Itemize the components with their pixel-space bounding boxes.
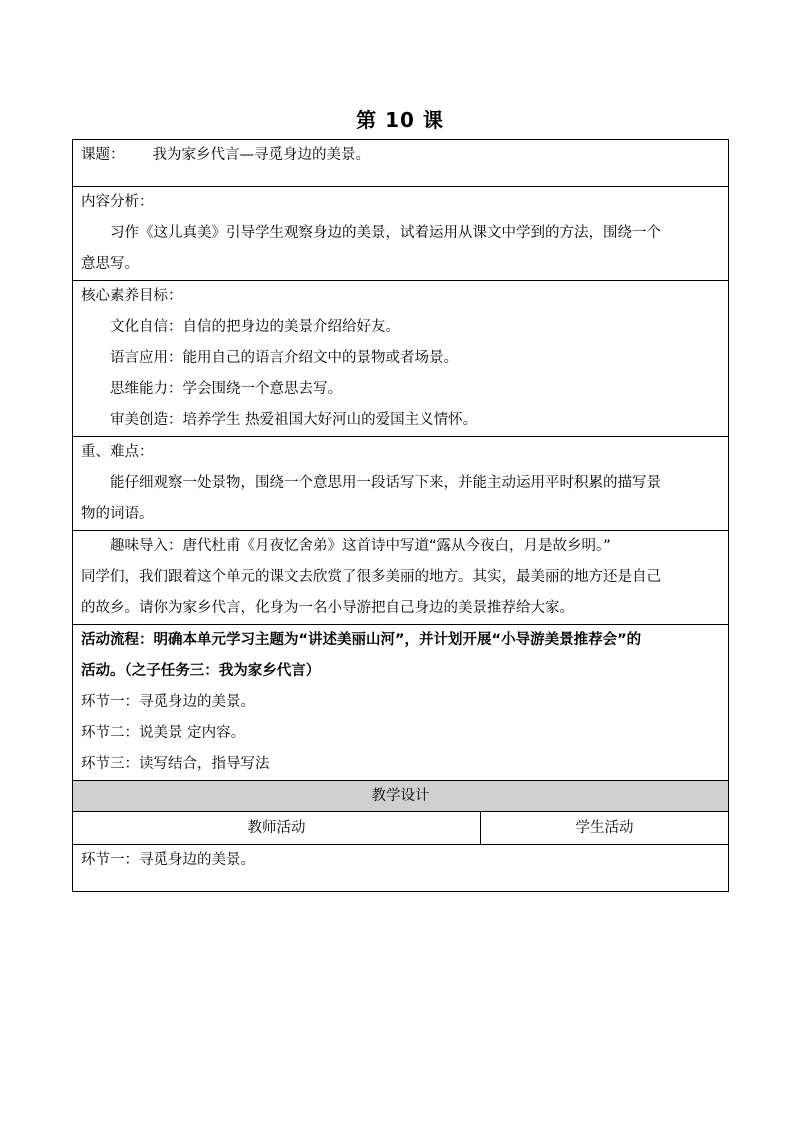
analysis-text-line-1: 习作《这儿真美》引导学生观察身边的美景，试着运用从课文中学到的方法，围绕一个 — [110, 225, 661, 241]
difficulty-text-line-2: 物的词语。 — [81, 506, 154, 522]
step-one-row — [73, 845, 729, 892]
difficulty-row — [73, 437, 729, 531]
topic-cell — [73, 140, 729, 187]
step-one-cell: 环节一：寻觅身边的美景。 — [73, 845, 729, 892]
analysis-label: 内容分析： — [81, 194, 154, 210]
goal-item: 语言应用：能用自己的语言介绍文中的景物或者场景。 — [110, 350, 458, 366]
analysis-row — [73, 187, 729, 281]
goals-cell — [73, 281, 729, 437]
intro-line-2: 同学们，我们跟着这个单元的课文去欣赏了很多美丽的地方。其实，最美丽的地方还是自己 — [81, 569, 661, 585]
column-header-row — [73, 812, 729, 845]
goals-label: 核心素养目标： — [81, 288, 183, 304]
flow-step: 环节二：说美景 定内容。 — [81, 725, 246, 741]
flow-step: 环节三：读写结合，指导写法 — [81, 756, 270, 772]
topic-value: 我为家乡代言—寻觅身边的美景。 — [152, 147, 370, 163]
design-header-row — [73, 781, 729, 812]
difficulty-text-line-1: 能仔细观察一处景物，围绕一个意思用一段话写下来，并能主动运用平时积累的描写景 — [110, 475, 661, 491]
difficulty-label: 重、难点： — [81, 444, 154, 460]
topic-label: 课题： — [81, 147, 125, 163]
flow-heading-line-1: 活动流程：明确本单元学习主题为“讲述美丽山河”，并计划开展“小导游美景推荐会”的 — [81, 632, 642, 648]
analysis-text-line-2: 意思写。 — [81, 256, 139, 272]
analysis-cell — [73, 187, 729, 281]
design-header: 教学设计 — [73, 781, 729, 812]
goal-item: 审美创造：培养学生 热爱祖国大好河山的爱国主义情怀。 — [110, 412, 478, 428]
goal-item: 文化自信：自信的把身边的美景介绍给好友。 — [110, 319, 400, 335]
goal-item: 思维能力：学会围绕一个意思去写。 — [110, 381, 342, 397]
lesson-plan-table — [72, 139, 729, 892]
difficulty-cell — [73, 437, 729, 531]
teacher-activity-header: 教师活动 — [73, 812, 481, 845]
student-activity-header: 学生活动 — [481, 812, 729, 845]
flow-cell — [73, 625, 729, 781]
intro-cell — [73, 531, 729, 625]
goals-row — [73, 281, 729, 437]
intro-line-1: 趣味导入：唐代杜甫《月夜忆舍弟》这首诗中写道“露从今夜白，月是故乡明。” — [110, 538, 611, 554]
flow-heading-line-2: 活动。（之子任务三：我为家乡代言） — [81, 663, 321, 679]
flow-row — [73, 625, 729, 781]
intro-row — [73, 531, 729, 625]
topic-row — [73, 140, 729, 187]
flow-step: 环节一：寻觅身边的美景。 — [81, 694, 255, 710]
intro-line-3: 的故乡。请你为家乡代言，化身为一名小导游把自己身边的美景推荐给大家。 — [81, 600, 574, 616]
lesson-title: 第 10 课 — [356, 108, 444, 132]
